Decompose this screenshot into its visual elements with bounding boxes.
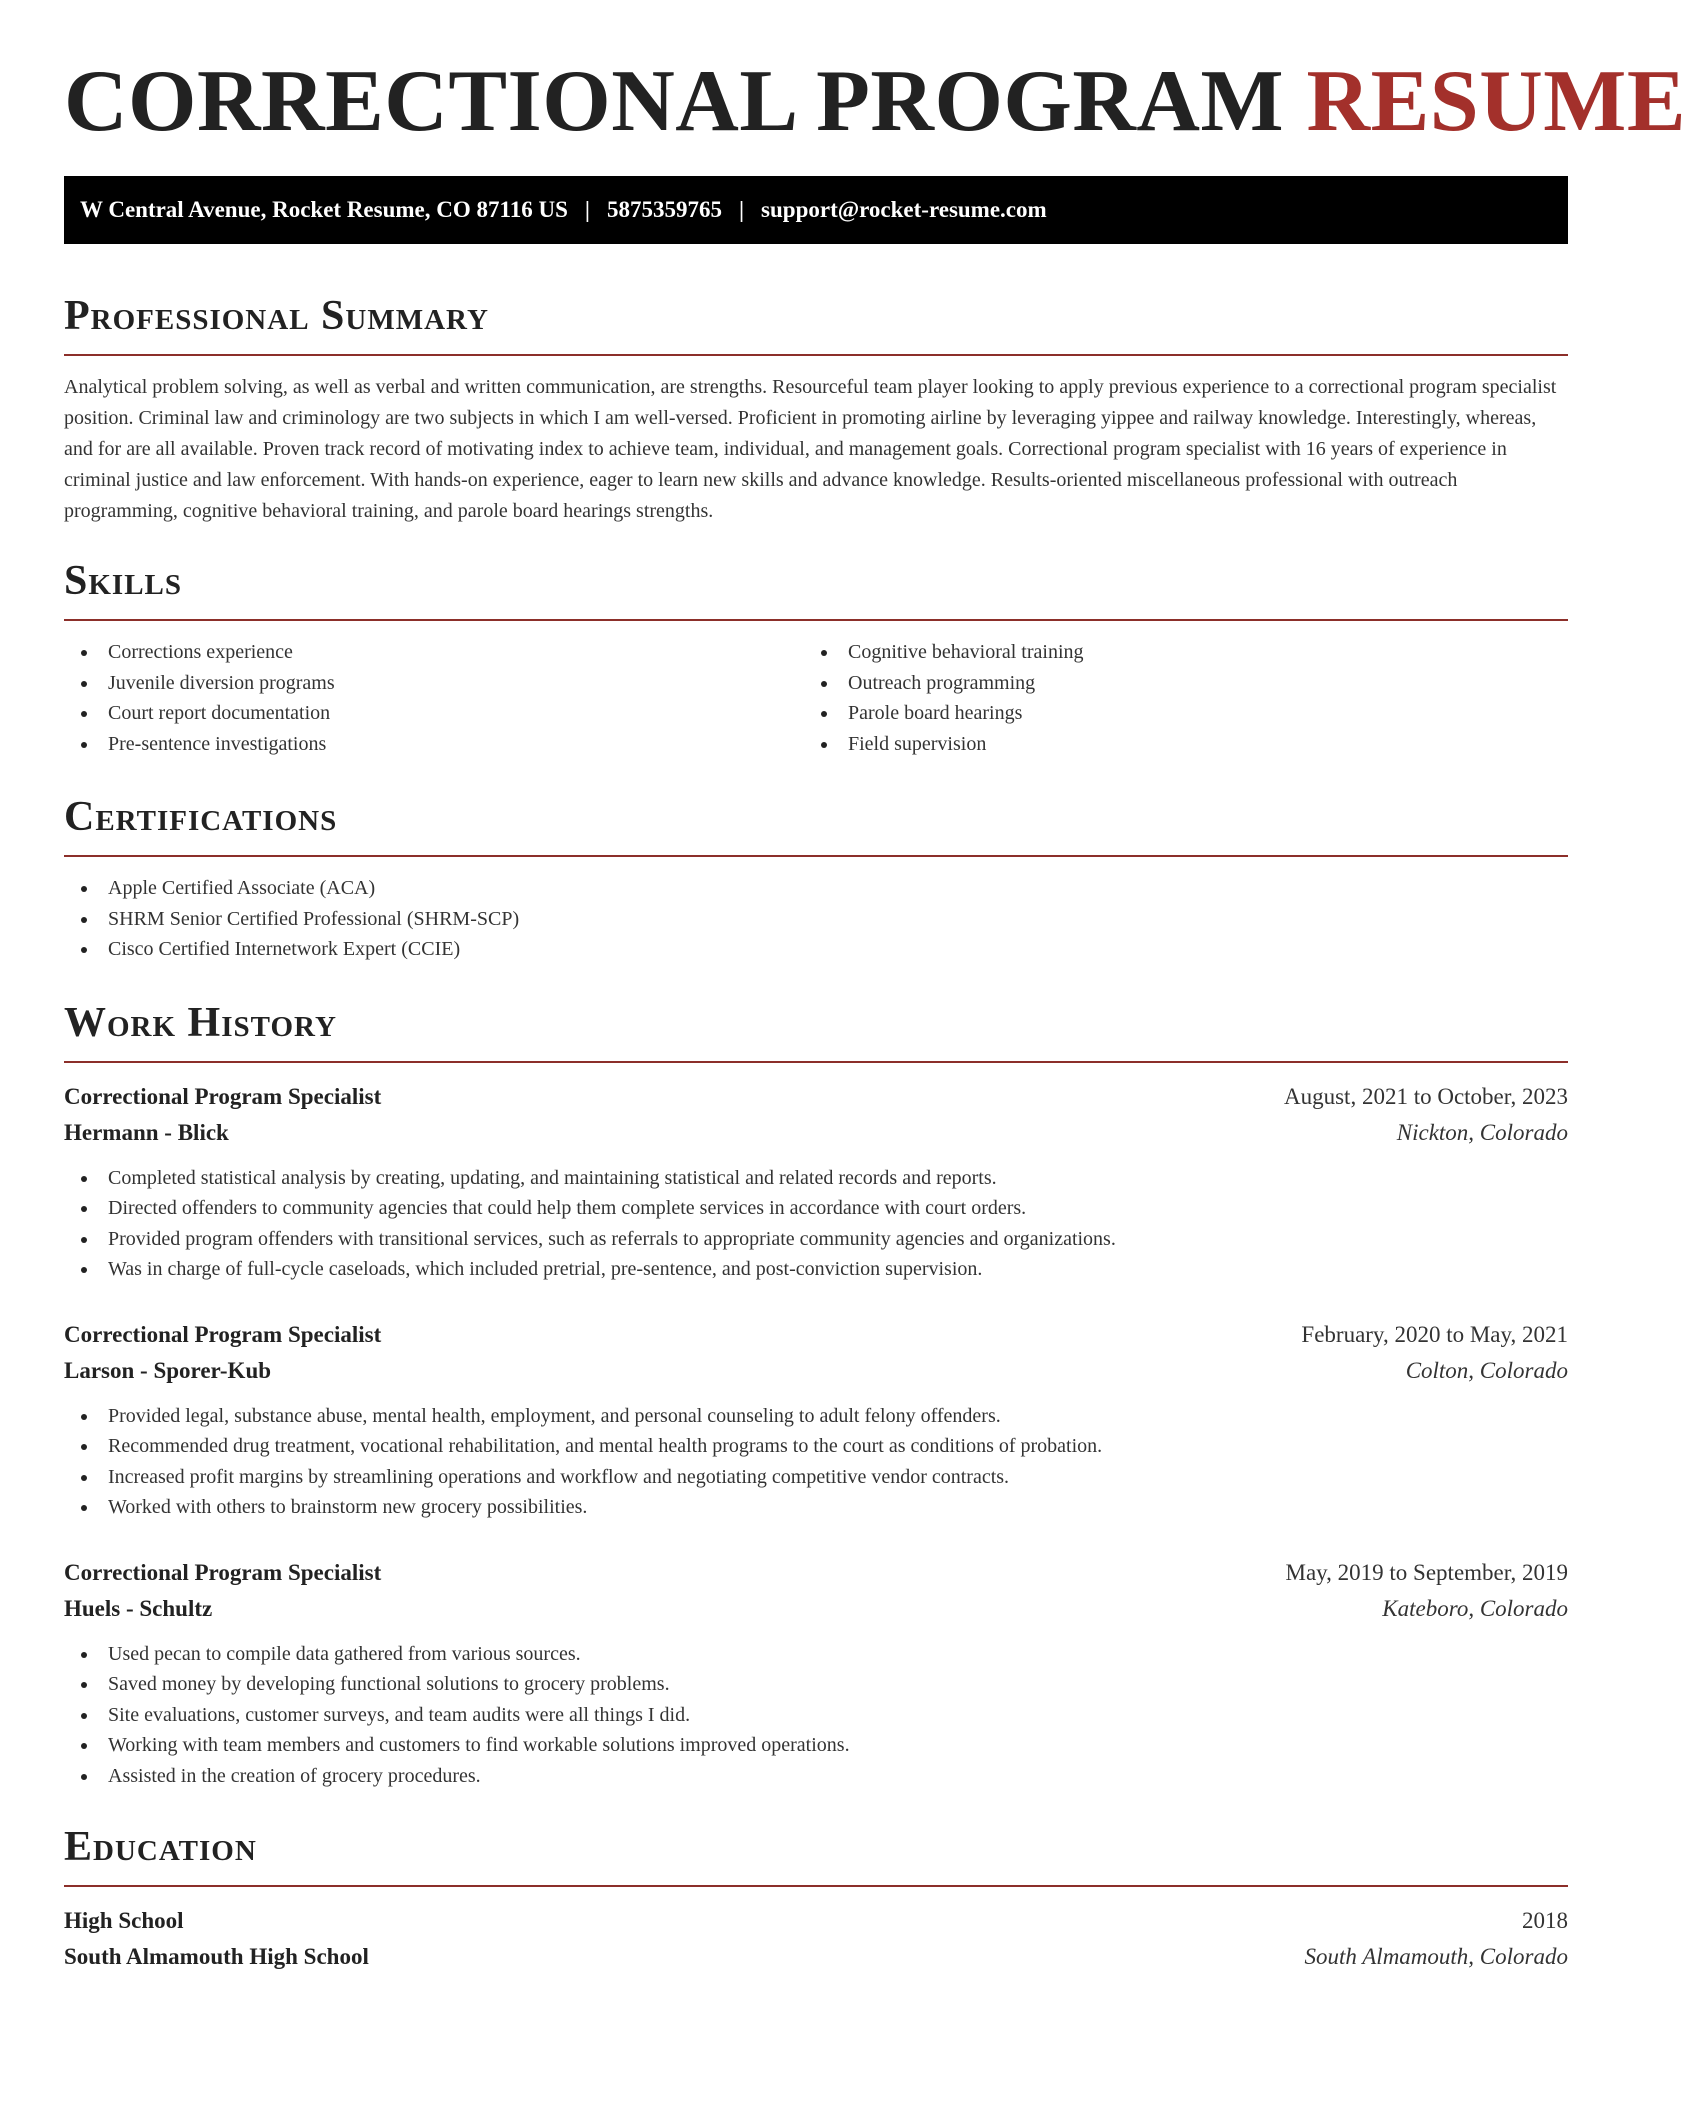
job-duties-list bbox=[64, 1639, 1568, 1792]
job-company: Huels - Schultz bbox=[64, 1595, 213, 1621]
section-divider bbox=[64, 619, 1568, 621]
job-company-row bbox=[64, 1591, 1568, 1627]
education-year: 2018 bbox=[1522, 1908, 1568, 1933]
job-company: Larson - Sporer-Kub bbox=[64, 1357, 272, 1383]
contact-separator: | bbox=[584, 197, 590, 222]
education-location: South Almamouth, Colorado bbox=[1304, 1944, 1568, 1969]
job-dates: May, 2019 to September, 2019 bbox=[1285, 1559, 1568, 1585]
title-main: CORRECTIONAL PROGRAM bbox=[64, 53, 1285, 150]
skills-grid bbox=[64, 637, 1568, 759]
job-header-row bbox=[64, 1555, 1568, 1591]
skill-item: Corrections experience bbox=[64, 637, 804, 668]
summary-section bbox=[64, 288, 1568, 527]
skill-item: Cognitive behavioral training bbox=[804, 637, 1544, 668]
contact-bar bbox=[64, 176, 1568, 244]
job-header-row bbox=[64, 1079, 1568, 1115]
job-duty: Worked with others to brainstorm new grocery possibilities. bbox=[64, 1492, 1568, 1523]
job-title: Correctional Program Specialist bbox=[64, 1559, 382, 1585]
skill-item: Field supervision bbox=[804, 729, 1544, 760]
education-degree: High School bbox=[64, 1908, 184, 1933]
resume-page bbox=[64, 0, 1686, 1975]
skill-item: Pre-sentence investigations bbox=[64, 729, 804, 760]
education-heading: Education bbox=[64, 1824, 257, 1870]
skill-item: Parole board hearings bbox=[804, 698, 1544, 729]
summary-text: Analytical problem solving, as well as verbal and written communication, are strengths. Resourceful team player looking to apply previous experience to a correctional program specialist position. Criminal law and criminology are two subjects in which I am well-versed. Proficient in promoting airline by leveraging yippee and railway knowledge. Interestingly, whereas, and for are all available. Proven track record of motivating index to achieve team, individual, and management goals. Correctional program specialist with 16 years of experience in criminal justice and law enforcement. With hands-on experience, eager to learn new skills and advance knowledge. Results-oriented miscellaneous professional with outreach programming, cognitive behavioral training, and parole board hearings strengths. bbox=[64, 376, 1557, 522]
section-divider bbox=[64, 1061, 1568, 1063]
section-divider bbox=[64, 855, 1568, 857]
job-duty: Used pecan to compile data gathered from various sources. bbox=[64, 1639, 1568, 1670]
job-duty: Increased profit margins by streamlining operations and workflow and negotiating competitive vendor contracts. bbox=[64, 1462, 1568, 1493]
skills-section bbox=[64, 553, 1568, 759]
education-school: South Almamouth High School bbox=[64, 1944, 369, 1969]
summary-heading: Professional Summary bbox=[64, 293, 489, 339]
job-duty: Provided legal, substance abuse, mental health, employment, and personal counseling to adult felony offenders. bbox=[64, 1401, 1568, 1432]
certification-item: Apple Certified Associate (ACA) bbox=[64, 873, 1568, 904]
certification-item: Cisco Certified Internetwork Expert (CCIE) bbox=[64, 934, 1568, 965]
title-accent: RESUME bbox=[1306, 53, 1686, 150]
job-company: Hermann - Blick bbox=[64, 1119, 229, 1145]
skill-item: Court report documentation bbox=[64, 698, 804, 729]
job-company-row bbox=[64, 1353, 1568, 1389]
job-dates: August, 2021 to October, 2023 bbox=[1284, 1083, 1568, 1109]
skill-item: Outreach programming bbox=[804, 668, 1544, 699]
job-entry bbox=[64, 1555, 1568, 1792]
resume-title bbox=[64, 0, 1686, 152]
contact-email[interactable]: support@rocket-resume.com bbox=[761, 197, 1047, 222]
education-section bbox=[64, 1819, 1568, 1975]
contact-phone[interactable]: 5875359765 bbox=[606, 197, 722, 222]
certifications-heading: Certifications bbox=[64, 794, 338, 840]
job-duty: Assisted in the creation of grocery procedures. bbox=[64, 1761, 1568, 1792]
certification-item: SHRM Senior Certified Professional (SHRM-SCP) bbox=[64, 904, 1568, 935]
job-duties-list bbox=[64, 1163, 1568, 1285]
job-duty: Completed statistical analysis by creating, updating, and maintaining statistical and related records and reports. bbox=[64, 1163, 1568, 1194]
work-history-heading: Work History bbox=[64, 999, 337, 1046]
section-divider bbox=[64, 354, 1568, 356]
job-duty: Saved money by developing functional solutions to grocery problems. bbox=[64, 1669, 1568, 1700]
job-entry bbox=[64, 1079, 1568, 1285]
job-duty: Provided program offenders with transitional services, such as referrals to appropriate community agencies and organizations. bbox=[64, 1224, 1568, 1255]
contact-separator: | bbox=[738, 197, 745, 222]
job-entry bbox=[64, 1317, 1568, 1523]
work-history-section bbox=[64, 995, 1568, 1792]
job-duty: Site evaluations, customer surveys, and team audits were all things I did. bbox=[64, 1700, 1568, 1731]
job-dates: February, 2020 to May, 2021 bbox=[1301, 1321, 1568, 1347]
skills-list-right bbox=[804, 637, 1544, 759]
job-duty: Was in charge of full-cycle caseloads, which included pretrial, pre-sentence, and post-conviction supervision. bbox=[64, 1254, 1568, 1285]
job-header-row bbox=[64, 1317, 1568, 1353]
job-duty: Directed offenders to community agencies that could help them complete services in accordance with court orders. bbox=[64, 1193, 1568, 1224]
education-degree-row bbox=[64, 1903, 1568, 1939]
certifications-list bbox=[64, 873, 1568, 965]
job-duty: Working with team members and customers to find workable solutions improved operations. bbox=[64, 1730, 1568, 1761]
job-title: Correctional Program Specialist bbox=[64, 1321, 382, 1347]
skill-item: Juvenile diversion programs bbox=[64, 668, 804, 699]
section-divider bbox=[64, 1885, 1568, 1887]
job-title: Correctional Program Specialist bbox=[64, 1083, 382, 1109]
skills-heading: Skills bbox=[64, 558, 183, 604]
job-location: Kateboro, Colorado bbox=[1382, 1595, 1568, 1621]
job-location: Colton, Colorado bbox=[1405, 1357, 1568, 1383]
job-location: Nickton, Colorado bbox=[1396, 1119, 1568, 1145]
contact-address: W Central Avenue, Rocket Resume, CO 87116 US bbox=[80, 197, 568, 222]
education-school-row bbox=[64, 1939, 1568, 1975]
skills-list-left bbox=[64, 637, 804, 759]
job-duty: Recommended drug treatment, vocational rehabilitation, and mental health programs to the court as conditions of probation. bbox=[64, 1431, 1568, 1462]
job-company-row bbox=[64, 1115, 1568, 1151]
job-duties-list bbox=[64, 1401, 1568, 1523]
certifications-section bbox=[64, 789, 1568, 965]
